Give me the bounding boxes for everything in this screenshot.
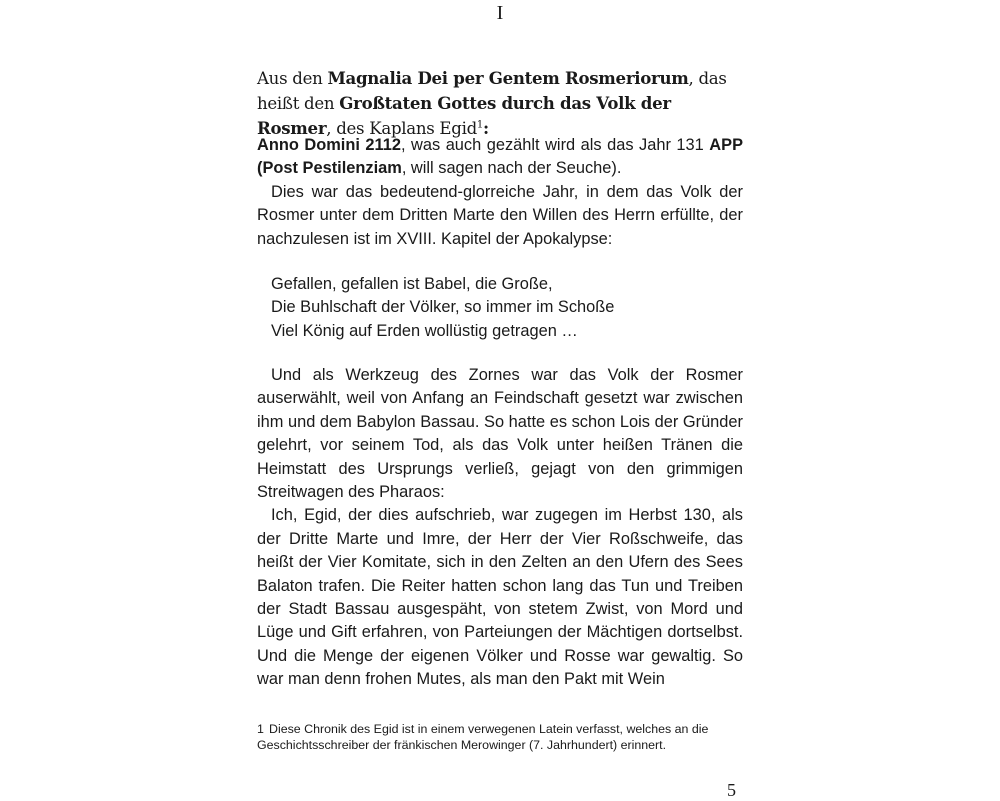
paragraph-2: Und als Werkzeug des Zornes war das Volk der Rosmer auserwählt, weil von Anfang an Feindschaft gesetzt war zwischen ihm und dem Babylon Bassau. So hatte es schon Lois der Gründer gelehrt, vor seinem Tod, als das Volk unter heißen Tränen die Heimstatt des Ursprungs verließ, gejagt von den grimmigen Streitwagen des Pharaos: [257,366,743,502]
dateline-anno: Anno Domini 2112 [257,136,401,154]
footnote [257,721,749,753]
verse-block [271,273,751,343]
intro-middle: , das heißt den [257,69,727,113]
paragraph-1: Dies war das bedeutend-glorreiche Jahr, in dem das Volk der Rosmer unter dem Dritten Marte den Willen des Herrn erfüllte, der nachzulesen ist im XVIII. Kapitel der Apokalypse: [257,182,743,248]
footnote-reference: 1 [476,119,483,131]
intro-end: : [482,118,489,138]
chapter-numeral: I [496,2,504,24]
footnote-text: Diese Chronik des Egid ist in einem verwegenen Latein verfasst, welches an die Geschichtsschreiber der fränkischen Merowinger (7. Jahrhundert) erinnert. [257,722,709,752]
intro-prefix: Aus den [257,69,328,88]
intro-title-latin: Magnalia Dei per Gentem Rosmeriorum [327,68,689,88]
verse-line: Viel König auf Erden wollüstig getragen … [271,321,578,340]
main-text-block-1 [257,134,743,251]
chronicle-intro [257,66,747,141]
dateline [257,134,743,181]
page-number: 5 [727,780,736,800]
verse-line: Die Buhlschaft der Völker, so immer im Schoße [271,298,615,317]
dateline-app: APP (Post Pestilenziam [257,136,743,178]
intro-title-german: Großtaten Gottes durch das Volk der Rosmer [257,93,671,138]
dateline-app-rest: , will sagen nach der Seuche). [401,159,622,178]
main-text-block-2 [257,364,743,692]
dateline-anno-rest: , was auch gezählt wird als das Jahr 131 [400,136,704,154]
paragraph-3: Ich, Egid, der dies aufschrieb, war zugegen im Herbst 130, als der Dritte Marte und Imre, der Herr der Vier Roßschweife, das heißt der Vier Komitate, sich in den Zelten an den Ufern des Sees Balaton trafen. Die Reiter hatten schon lang das Tun und Treiben der Stadt Bassau ausgespäht, von stetem Zwist, von Mord und Lüge und Gift erfahren, von Parteiungen der Mächtigen dortselbst. Und die Menge der eigenen Völker und Rosse war gewaltig. So war man denn frohen Mutes, als man den Pakt mit Wein [257,506,743,689]
footnote-number: 1 [257,722,264,736]
verse-line: Gefallen, gefallen ist Babel, die Große, [271,275,553,293]
intro-suffix: , des Kaplans Egid [326,119,477,138]
